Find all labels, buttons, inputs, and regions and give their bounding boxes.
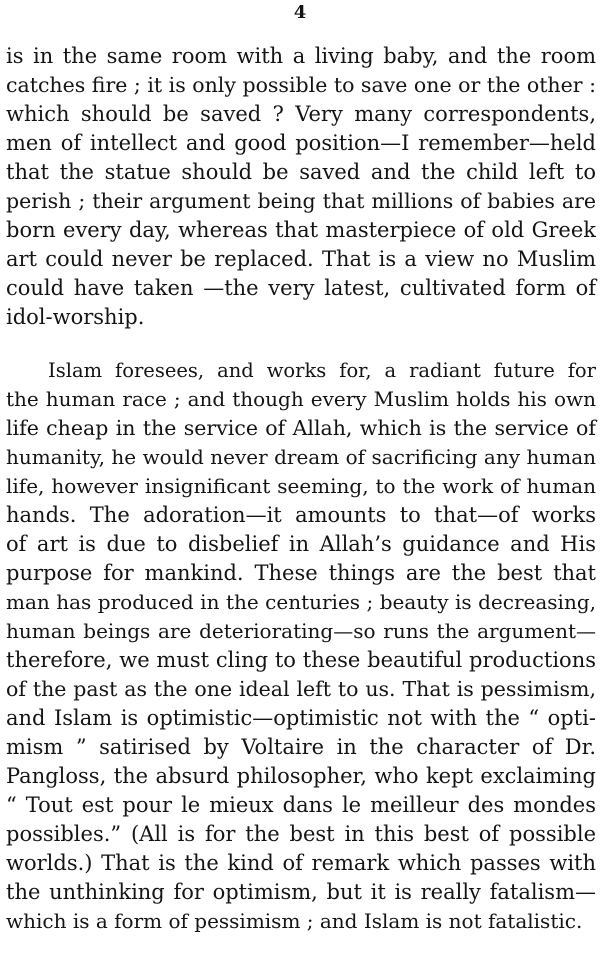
text-line: men of intellect and good position—I remember—held	[6, 131, 596, 155]
text-line: of the past as the one ideal left to us. That is pessimism,	[6, 677, 596, 701]
text-line: of art is due to disbelief in Allah’s guidance and His	[6, 532, 596, 556]
text-line: which should be saved ? Very many correspondents,	[6, 102, 596, 126]
text-line: that the statue should be saved and the child left to	[6, 160, 596, 184]
text-line: worlds.) That is the kind of remark which passes with	[6, 851, 596, 875]
text-line: born every day, whereas that masterpiece of old Greek	[6, 218, 596, 242]
text-line: life cheap in the service of Allah, which is the service of	[6, 416, 596, 440]
text-line: could have taken —the very latest, cultivated form of	[6, 276, 596, 300]
page-number: 4	[293, 2, 307, 23]
text-line: art could never be replaced. That is a view no Muslim	[6, 247, 596, 271]
text-line: the unthinking for optimism, but it is really fatalism—	[6, 880, 596, 904]
text-line: which is a form of pessimism ; and Islam is not fatalistic.	[6, 909, 583, 933]
text-line: idol-worship.	[6, 305, 145, 329]
text-line: humanity, he would never dream of sacrificing any human	[6, 445, 596, 469]
paragraph-1	[6, 42, 596, 332]
text-line: Islam foresees, and works for, a radiant future for	[48, 359, 596, 382]
text-line: is in the same room with a living baby, and the room	[6, 44, 596, 68]
text-line: the human race ; and though every Muslim holds his own	[6, 387, 596, 411]
text-line: human beings are deteriorating—so runs the argument—	[6, 619, 596, 643]
text-line: mism ” satirised by Voltaire in the character of Dr.	[6, 735, 596, 759]
text-line: possibles.” (All is for the best in this best of possible	[6, 822, 596, 846]
text-line: hands. The adoration—it amounts to that—of works	[6, 503, 596, 527]
text-line: “ Tout est pour le mieux dans le meilleur des mondes	[6, 793, 596, 817]
text-line: catches fire ; it is only possible to save one or the other :	[6, 73, 596, 97]
text-line: perish ; their argument being that millions of babies are	[6, 189, 596, 213]
text-line: man has produced in the centuries ; beauty is decreasing,	[6, 590, 596, 614]
text-line: Pangloss, the absurd philosopher, who kept exclaiming	[6, 764, 596, 788]
text-line: purpose for mankind. These things are the best that	[6, 561, 596, 585]
paragraph-2	[6, 356, 596, 936]
text-line: life, however insignificant seeming, to the work of human	[6, 474, 596, 498]
text-line: and Islam is optimistic—optimistic not with the “ opti-	[6, 706, 596, 730]
text-line: therefore, we must cling to these beautiful productions	[6, 648, 596, 672]
